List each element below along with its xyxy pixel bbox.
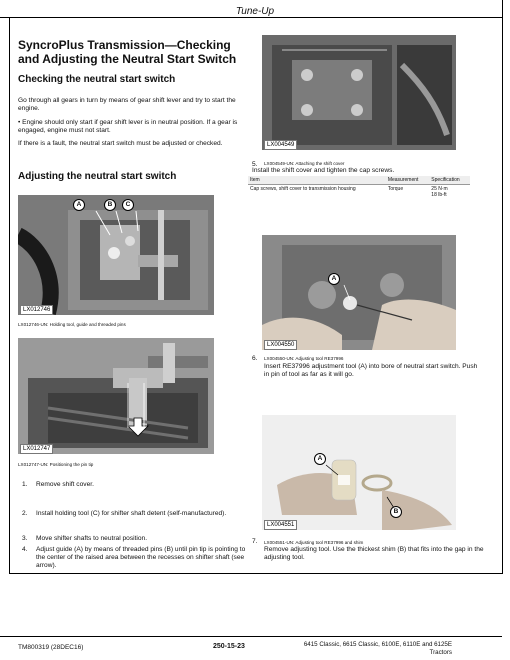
- figure-tool-and-shim: [262, 415, 456, 530]
- step-number: 4.: [22, 546, 28, 553]
- figure-tool-and-shim-image: [262, 415, 456, 530]
- header-rule: [0, 17, 502, 18]
- spec-header-specification: Specification: [429, 176, 470, 185]
- spec-cell-specification: [429, 185, 470, 200]
- callout-b: B: [390, 506, 402, 518]
- figure-pin-tip: [18, 338, 214, 454]
- spec-table: [248, 176, 470, 199]
- spec-cell-measurement: Torque: [387, 186, 404, 192]
- frame-bottom: [9, 573, 503, 574]
- callout-a: A: [314, 453, 326, 465]
- section-title-checking: Checking the neutral start switch: [18, 74, 176, 85]
- spec-header-item: Item: [248, 176, 386, 185]
- callout-a: A: [328, 273, 340, 285]
- footer-doc-id: TM800319 (28DEC16): [18, 644, 84, 651]
- figure-shift-cover-image: [262, 35, 456, 150]
- figure-caption: LX012746-UN: Holding tool, guide and threaded pins: [18, 322, 126, 327]
- spec-value-metric: 25 N·m: [431, 186, 448, 192]
- figure-holding-tool: [18, 195, 214, 315]
- callout-b: B: [104, 199, 116, 211]
- figure-shift-cover: [262, 35, 456, 150]
- step-text: Remove adjusting tool. Use the thickest shim (B) that fits into the gap in the adjusting tool.: [264, 546, 484, 561]
- step-number: 1.: [22, 481, 28, 488]
- figure-pin-tip-image: [18, 338, 214, 454]
- figure-tag: LX004549: [264, 140, 297, 150]
- figure-holding-tool-image: [18, 195, 214, 315]
- footer-models-line1: 6415 Classic, 6615 Classic, 6100E, 6110E and 6125E: [303, 641, 452, 648]
- figure-caption: LX004550-UN: Adjusting tool RE37996: [264, 356, 344, 361]
- paragraph-3: If there is a fault, the neutral start switch must be adjusted or checked.: [18, 140, 223, 147]
- figure-caption: LX012747-UN: Positioning the pin tip: [18, 462, 94, 467]
- figure-tag: LX004550: [264, 340, 297, 350]
- footer-rule: [0, 636, 502, 637]
- figure-adjusting-tool: [262, 235, 456, 350]
- step-text: Install holding tool (C) for shifter shaft detent (self-manufactured).: [36, 510, 227, 517]
- figure-caption: LX004551-UN: Adjusting tool RE37996 and shim: [264, 540, 364, 545]
- spec-header-measurement: Measurement: [386, 176, 429, 185]
- frame-right: [502, 0, 503, 573]
- step-text: Adjust guide (A) by means of threaded pins (B) until pin tip is pointing to the center of the raised area between the recesses on shifter shaft (see arrow).: [36, 546, 246, 569]
- step-number: 6.: [252, 355, 258, 362]
- footer-page-number: 250-15-23: [213, 643, 245, 650]
- step-text: Move shifter shafts to neutral position.: [36, 535, 148, 542]
- paragraph-1: Go through all gears in turn by means of gear shift lever and try to start the engine.: [18, 97, 236, 112]
- page-header: Tune-Up: [235, 6, 275, 17]
- callout-c: C: [122, 199, 134, 211]
- spec-table-header: [248, 176, 470, 185]
- step-number: 2.: [22, 510, 28, 517]
- figure-tag: LX004551: [264, 520, 297, 530]
- page-title: SyncroPlus Transmission—Checking and Adjusting the Neutral Start Switch: [18, 38, 237, 66]
- spec-value-imperial: 18 lb-ft: [431, 192, 447, 198]
- paragraph-2: • Engine should only start if gear shift lever is in neutral position. If a gear is engaged, engine must not start.: [18, 119, 238, 134]
- footer-models: [302, 641, 452, 657]
- step-number: 3.: [22, 535, 28, 542]
- step-number: 7.: [252, 538, 258, 545]
- figure-tag: LX012747: [20, 444, 53, 454]
- step-text: Install the shift cover and tighten the cap screws.: [252, 167, 395, 174]
- step-number: 5.: [252, 161, 258, 168]
- callout-a: A: [73, 199, 85, 211]
- footer-models-line2: Tractors: [429, 649, 452, 656]
- spec-cell-item: Cap screws, shift cover to transmission housing: [250, 186, 356, 192]
- figure-caption: LX004549-UN: Attaching the shift cover: [264, 161, 345, 166]
- section-title-adjusting: Adjusting the neutral start switch: [18, 171, 177, 182]
- table-row: [248, 185, 470, 200]
- figure-tag: LX012746: [20, 305, 53, 315]
- frame-left: [9, 17, 10, 573]
- step-text: Remove shift cover.: [36, 481, 94, 488]
- figure-adjusting-tool-image: [262, 235, 456, 350]
- step-text: Insert RE37996 adjustment tool (A) into bore of neutral start switch. Push in pin of tool as far as it will go.: [264, 363, 478, 378]
